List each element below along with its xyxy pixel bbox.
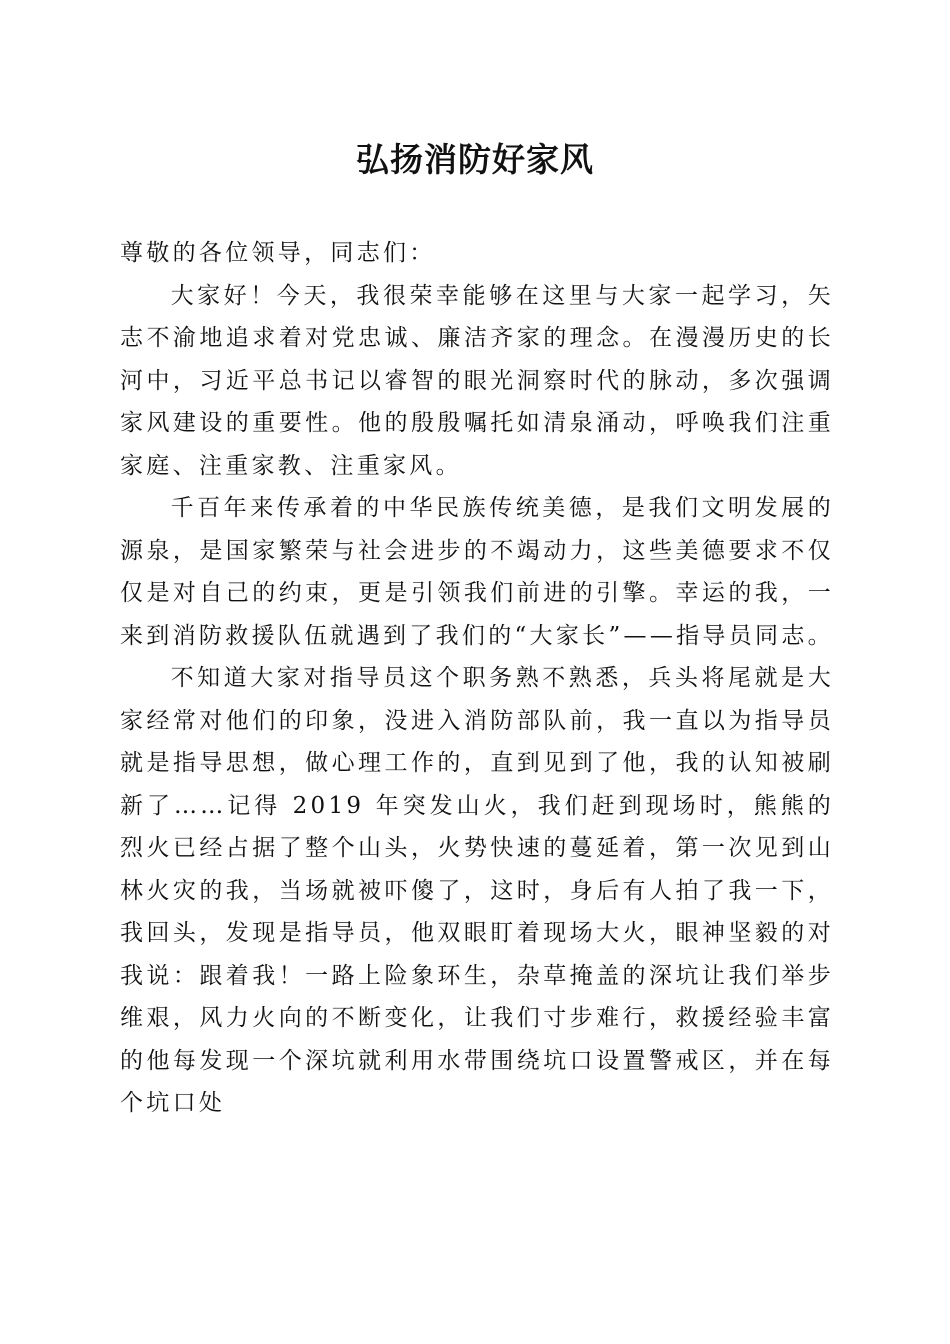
- paragraph-3: 不知道大家对指导员这个职务熟不熟悉，兵头将尾就是大家经常对他们的印象，没进入消防部队前，我一直以为指导员就是指导思想，做心理工作的，直到见到了他，我的认知被刷新了……记得 2019 年突发山火，我们赶到现场时，熊熊的烈火已经占据了整个山头，火势快速的蔓延着，第一次见到山林火灾的我，当场就被吓傻了，这时，身后有人拍了我一下，我回头，发现是指导员，他双眼盯着现场大火，眼神坚毅的对我说：跟着我！一路上险象环生，杂草掩盖的深坑让我们举步维艰，风力火向的不断变化，让我们寸步难行，救援经验丰富的他每发现一个深坑就利用水带围绕坑口设置警戒区，并在每个坑口处: [120, 665, 834, 1116]
- paragraph-2: 千百年来传承着的中华民族传统美德，是我们文明发展的源泉，是国家繁荣与社会进步的不竭动力，这些美德要求不仅仅是对自己的约束，更是引领我们前进的引擎。幸运的我，一来到消防救援队伍就遇到了我们的“大家长”——指导员同志。: [120, 495, 834, 649]
- paragraph-1: 大家好！今天，我很荣幸能够在这里与大家一起学习，矢志不渝地追求着对党忠诚、廉洁齐家的理念。在漫漫历史的长河中，习近平总书记以睿智的眼光洞察时代的脉动，多次强调家风建设的重要性。他的殷殷嘱托如清泉涌动，呼唤我们注重家庭、注重家教、注重家风。: [120, 282, 834, 479]
- salutation: 尊敬的各位领导，同志们：: [120, 240, 436, 266]
- document-body: [120, 232, 834, 1125]
- document-title: 弘扬消防好家风: [356, 140, 594, 179]
